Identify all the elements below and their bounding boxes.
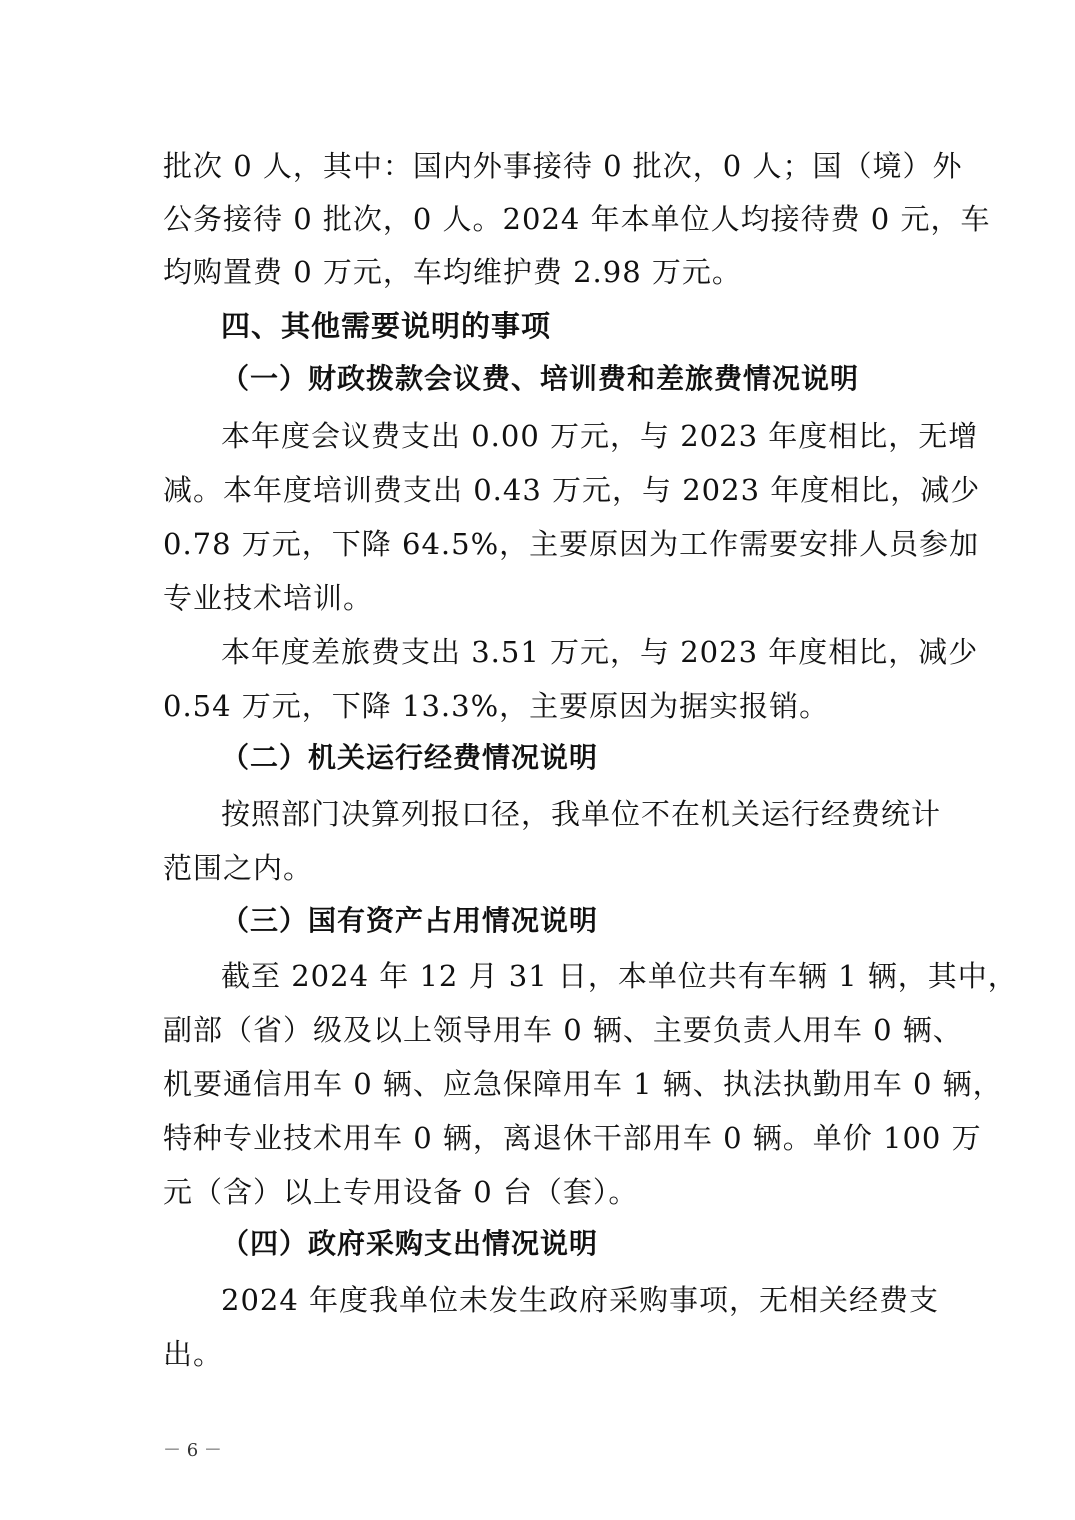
body-text-line: 出。 xyxy=(163,1337,224,1371)
body-text-line: 减。本年度培训费支出 0.43 万元，与 2023 年度相比，减少 xyxy=(163,473,981,507)
subsection-heading: （三）国有资产占用情况说明 xyxy=(221,904,599,937)
body-text-line: 批次 0 人，其中：国内外事接待 0 批次，0 人；国（境）外 xyxy=(163,149,963,183)
body-text-line: 0.78 万元，下降 64.5%，主要原因为工作需要安排人员参加 xyxy=(163,527,980,561)
body-text-line: 专业技术培训。 xyxy=(163,581,374,615)
body-text-line: 0.54 万元，下降 13.3%，主要原因为据实报销。 xyxy=(163,689,830,723)
body-text-line: 均购置费 0 万元，车均维护费 2.98 万元。 xyxy=(163,255,742,289)
body-text-line: 截至 2024 年 12 月 31 日，本单位共有车辆 1 辆，其中， xyxy=(221,959,1018,993)
body-text-line: 本年度会议费支出 0.00 万元，与 2023 年度相比，无增 xyxy=(221,419,979,453)
body-text-line: 公务接待 0 批次，0 人。2024 年本单位人均接待费 0 元，车 xyxy=(163,202,991,236)
body-text-line: 元（含）以上专用设备 0 台（套）。 xyxy=(163,1175,639,1209)
body-text-line: 范围之内。 xyxy=(163,851,314,885)
subsection-heading: （二）机关运行经费情况说明 xyxy=(221,741,599,774)
body-text-line: 按照部门决算列报口径，我单位不在机关运行经费统计 xyxy=(221,797,942,831)
body-text-line: 2024 年度我单位未发生政府采购事项，无相关经费支 xyxy=(221,1283,940,1317)
section-heading: 四、其他需要说明的事项 xyxy=(221,309,552,343)
body-text-line: 特种专业技术用车 0 辆，离退休干部用车 0 辆。单价 100 万 xyxy=(163,1121,982,1155)
body-text-line: 机要通信用车 0 辆、应急保障用车 1 辆、执法执勤用车 0 辆， xyxy=(163,1067,1003,1101)
body-text-line: 本年度差旅费支出 3.51 万元，与 2023 年度相比，减少 xyxy=(221,635,979,669)
body-text-line: 副部（省）级及以上领导用车 0 辆、主要负责人用车 0 辆、 xyxy=(163,1013,963,1047)
subsection-heading: （一）财政拨款会议费、培训费和差旅费情况说明 xyxy=(221,362,860,395)
subsection-heading: （四）政府采购支出情况说明 xyxy=(221,1227,599,1260)
page-number: － 6 － xyxy=(163,1440,222,1461)
